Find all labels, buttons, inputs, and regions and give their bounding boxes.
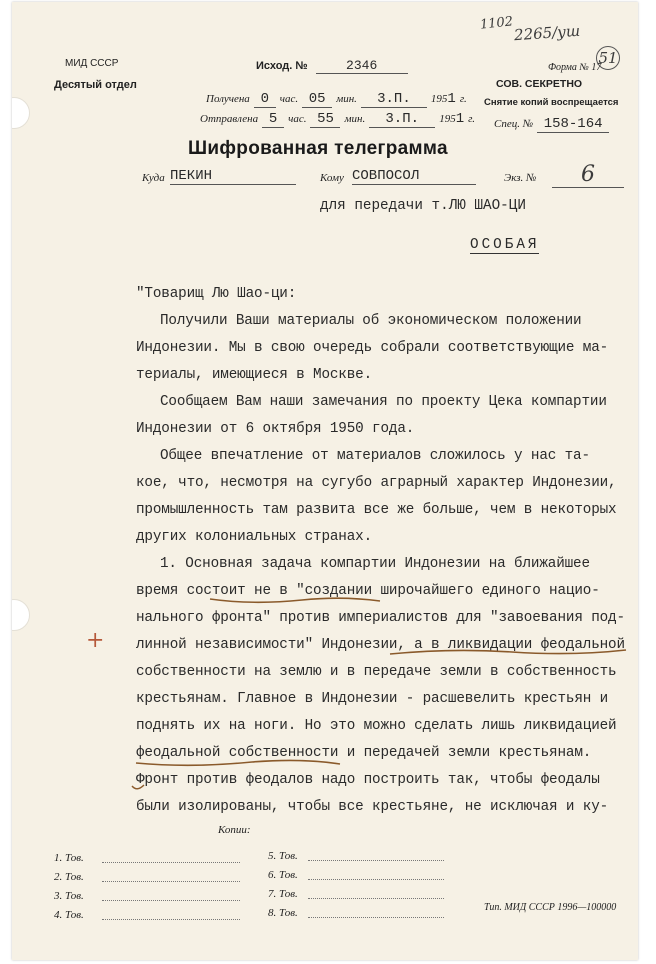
handwritten-reference: 2265/уш	[513, 21, 581, 45]
received-year-digit: 1	[447, 91, 456, 107]
department-label: Десятый отдел	[54, 79, 137, 91]
copy-line-5	[308, 860, 444, 861]
received-year-suffix: г.	[459, 93, 467, 105]
body-line-14: линной независимости" Индонезии, а в ликвидации феодальной	[136, 637, 625, 653]
body-line-12: время состоит не в "создании широчайшего единого нацио-	[136, 583, 600, 599]
copy-line-3	[102, 900, 240, 901]
body-line-9: промышленность там развита все же больше, чем в некоторых	[136, 502, 617, 518]
copy-recipient-3: 3. Тов.	[54, 890, 84, 902]
received-label: Получена	[206, 93, 250, 105]
ministry-label: МИД СССР	[65, 58, 119, 69]
outgoing-number: 2346	[316, 58, 408, 74]
body-line-13: нального фронта" против империалистов для "завоевания под-	[136, 610, 625, 626]
body-line-15: собственности на землю и в передаче земли в собственность	[136, 664, 617, 680]
copy-recipient-1: 1. Тов.	[54, 852, 84, 864]
sent-label: Отправлена	[200, 113, 259, 125]
received-date: 3.П.	[361, 91, 427, 108]
form-label: Форма № 17	[548, 62, 602, 73]
body-line-4: териалы, имеющиеся в Москве.	[136, 367, 373, 383]
special-marking: ОСОБАЯ	[470, 237, 540, 253]
body-line-5: Сообщаем Вам наши замечания по проекту Цека компартии	[160, 394, 607, 410]
body-line-20: были изолированы, чтобы все крестьяне, не исключая и ку-	[136, 799, 609, 815]
received-hours-label: час.	[279, 93, 299, 105]
body-line-1: "Товарищ Лю Шао-ци:	[136, 286, 297, 302]
copy-line-8	[308, 917, 444, 918]
underline-ne-v-sozdanii	[210, 598, 380, 602]
copy-notice: Снятие копий воспрещается	[484, 97, 619, 108]
sent-date: 3.П.	[369, 111, 435, 128]
spec-label: Спец. №	[494, 118, 534, 130]
copy-recipient-2: 2. Тов.	[54, 871, 84, 883]
copy-line-6	[308, 879, 444, 880]
body-line-7: Общее впечатление от материалов сложилось у нас та-	[160, 448, 590, 464]
copy-number-value: 6	[552, 162, 624, 188]
margin-plus-mark: +	[86, 628, 105, 653]
copy-line-4	[102, 919, 240, 920]
pencil-annotations	[12, 2, 638, 960]
where-value: ПЕКИН	[170, 168, 296, 185]
received-minutes: 05	[302, 91, 332, 108]
copy-recipient-4: 4. Тов.	[54, 909, 84, 921]
transfer-line: для передачи т.ЛЮ ШАО-ЦИ	[320, 198, 526, 214]
copy-line-2	[102, 881, 240, 882]
body-line-17: поднять их на ноги. Но это можно сделать лишь ликвидацией	[136, 718, 617, 734]
body-line-6: Индонезии от 6 октября 1950 года.	[136, 421, 415, 437]
copy-recipient-5: 5. Тов.	[268, 850, 298, 862]
to-whom-value: СОВПОСОЛ	[352, 168, 476, 185]
where-label: Куда	[142, 172, 165, 184]
received-minutes-label: мин.	[336, 93, 357, 105]
handwritten-top-number: 1102	[479, 14, 514, 33]
body-line-10: других колониальных странах.	[136, 529, 373, 545]
copy-recipient-6: 6. Тов.	[268, 869, 298, 881]
copy-line-1	[102, 862, 240, 863]
sent-year-prefix: 195	[439, 113, 456, 125]
copy-recipient-7: 7. Тов.	[268, 888, 298, 900]
underline-feodalnoy-sobstvennosti	[136, 760, 340, 765]
sent-year-suffix: г.	[468, 113, 476, 125]
body-line-3: Индонезии. Мы в свою очередь собрали соответствующие ма-	[136, 340, 609, 356]
body-line-16: крестьянам. Главное в Индонезии - расшевелить крестьян и	[136, 691, 609, 707]
to-whom-label: Кому	[320, 172, 344, 184]
copies-label: Копии:	[218, 824, 251, 836]
sent-hours: 5	[262, 111, 284, 128]
print-footer: Тип. МИД СССР 1996—100000	[484, 902, 617, 913]
body-line-8: кое, что, несмотря на сугубо аграрный характер Индонезии,	[136, 475, 617, 491]
received-year-prefix: 195	[430, 93, 448, 105]
sent-minutes-label: мин.	[344, 113, 366, 125]
body-line-18: феодальной собственности и передачей земли крестьянам.	[136, 745, 592, 761]
sent-year-digit: 1	[455, 111, 465, 127]
received-hours: 0	[254, 91, 276, 108]
copy-recipient-8: 8. Тов.	[268, 907, 298, 919]
spec-number: 158-164	[537, 116, 609, 133]
body-line-19: Фронт против феодалов надо построить так, чтобы феодалы	[136, 772, 600, 788]
handwritten-circle-number: 51	[596, 46, 620, 70]
copy-line-7	[308, 898, 444, 899]
telegram-page	[12, 2, 638, 960]
document-title: Шифрованная телеграмма	[188, 138, 448, 159]
underline-likvidacii	[390, 650, 626, 654]
classification-label: СОВ. СЕКРЕТНО	[496, 78, 583, 90]
sent-hours-label: час.	[288, 113, 307, 125]
outgoing-label: Исход. №	[256, 60, 308, 72]
body-line-2: Получили Ваши материалы об экономическом положении	[160, 313, 582, 329]
copy-number-label: Экз. №	[504, 172, 537, 184]
sent-minutes: 55	[310, 111, 340, 128]
pencil-tick	[132, 785, 144, 789]
body-line-11: 1. Основная задача компартии Индонезии на ближайшее	[160, 556, 590, 572]
